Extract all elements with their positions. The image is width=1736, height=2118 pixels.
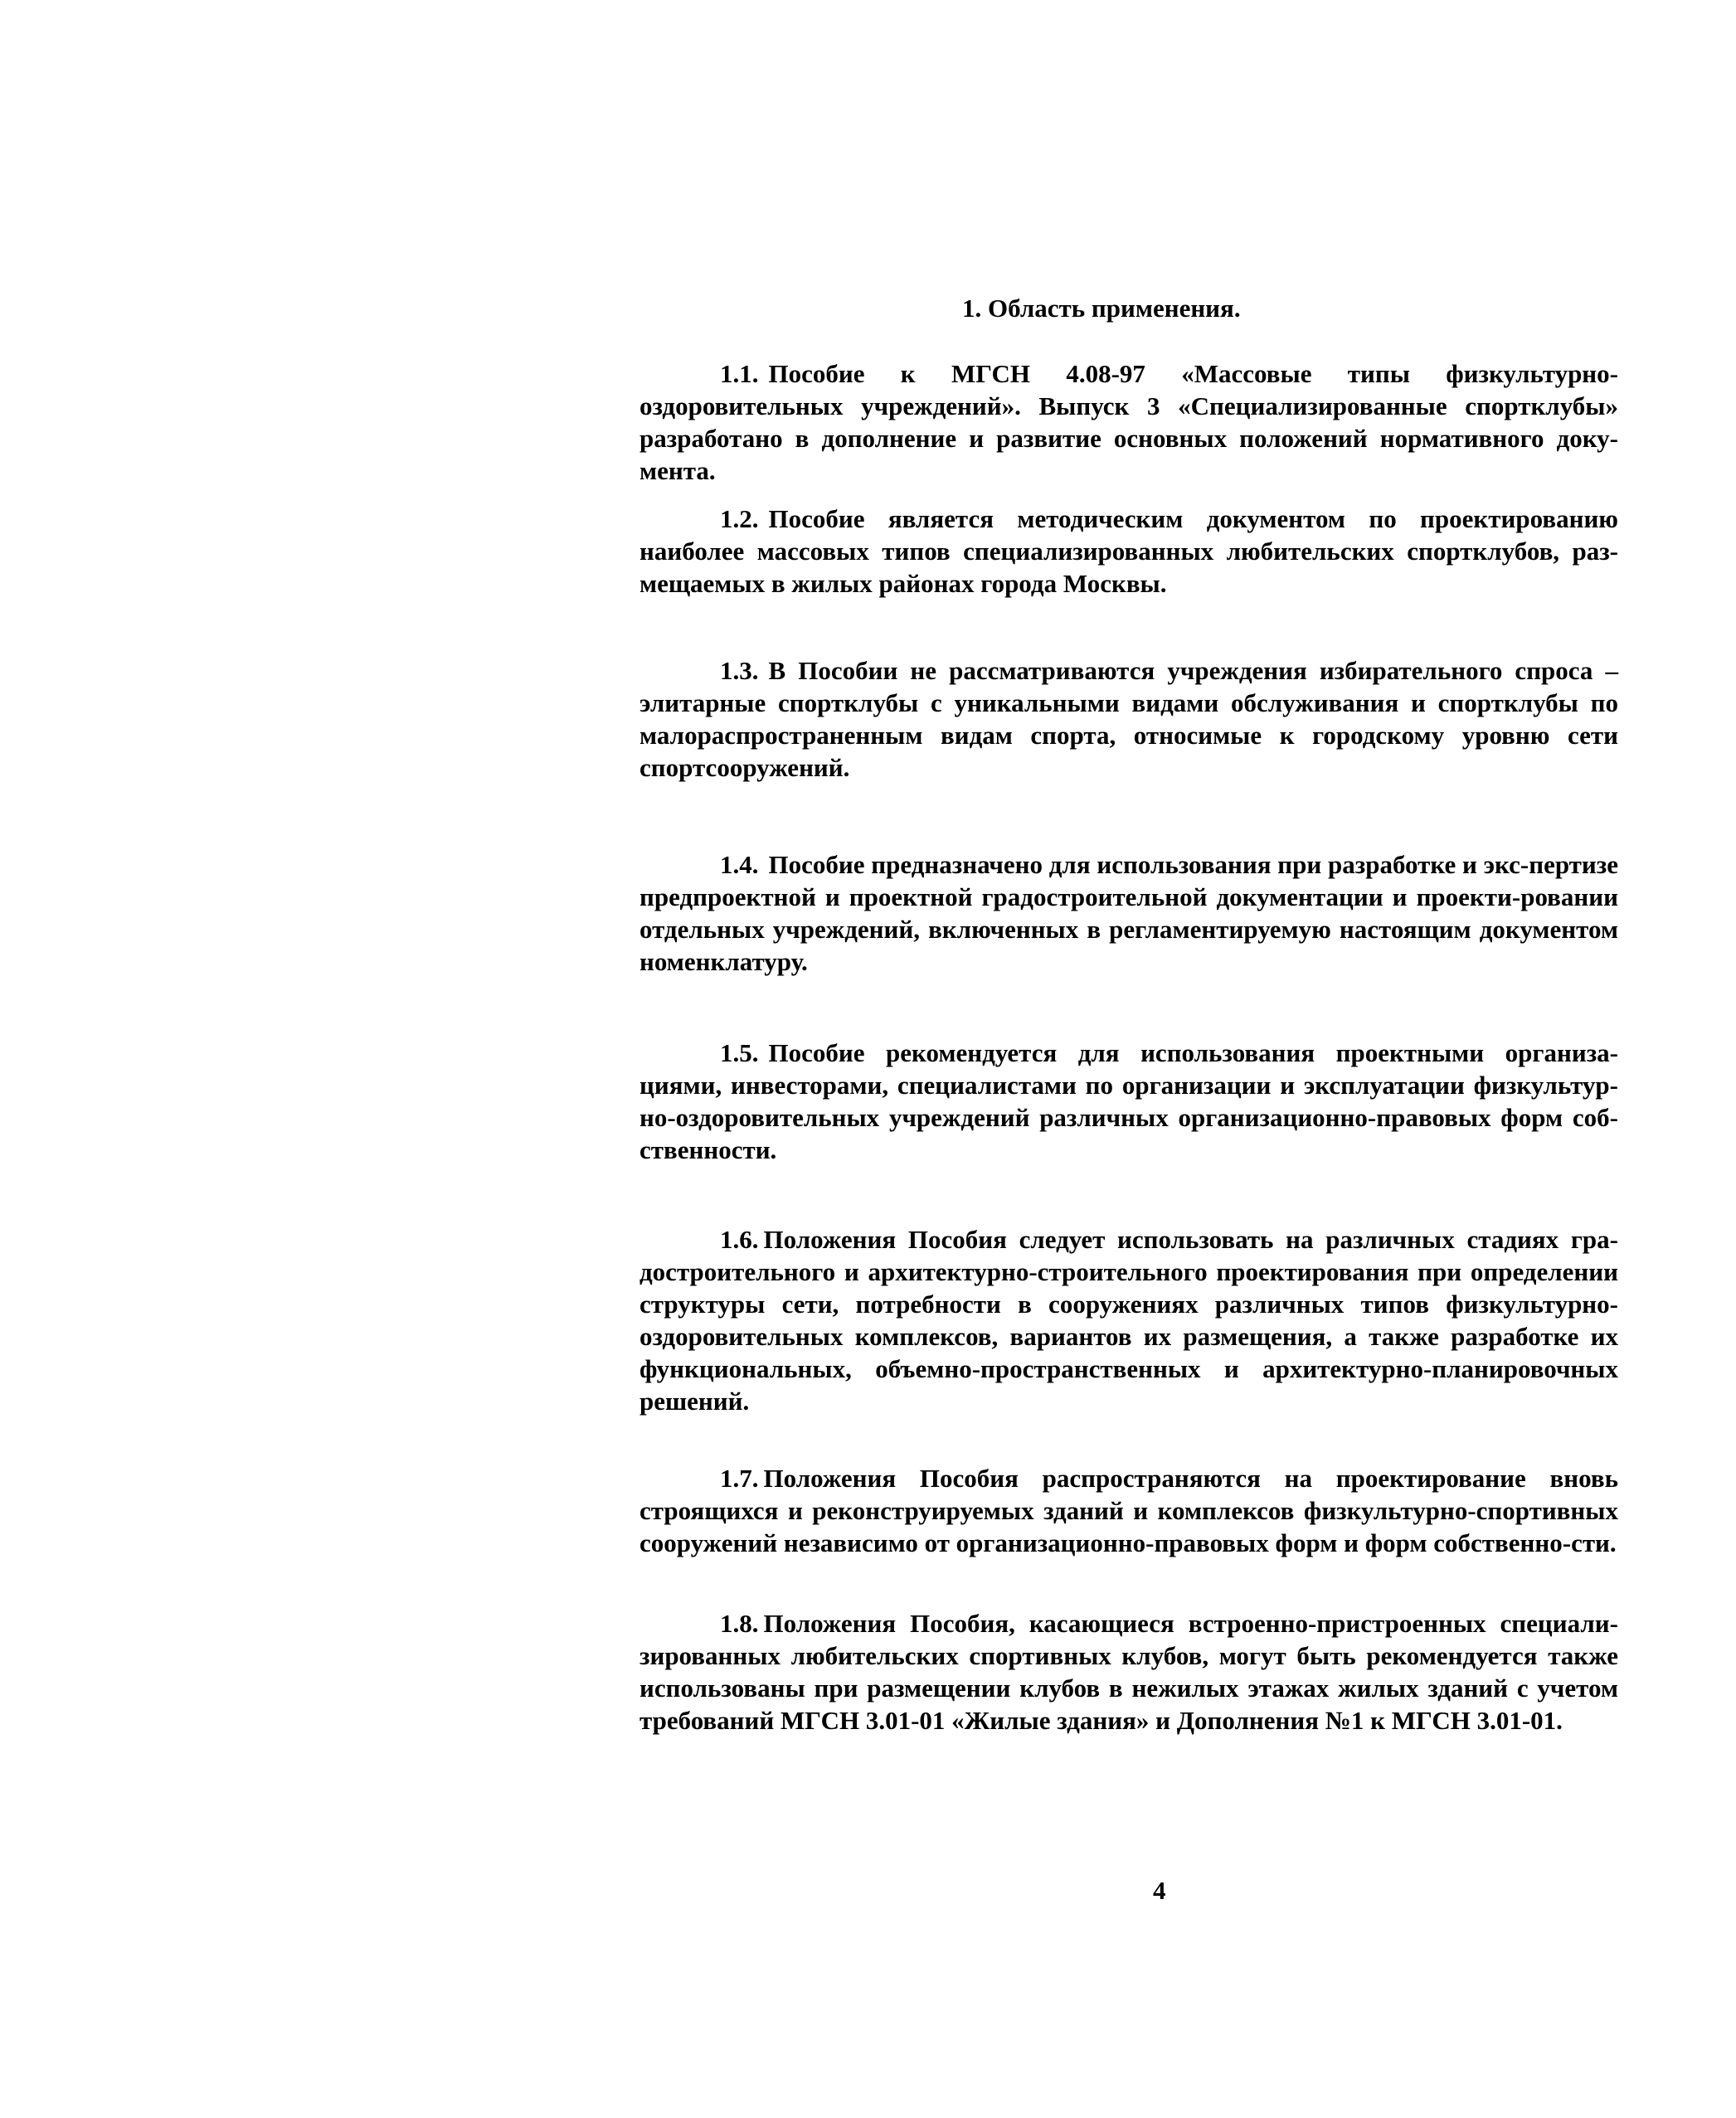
- paragraph-text: Положения Пособия следует использовать на различных стадиях гра-достроительного и архитектурно-строительного проектирования при определении структуры сети, потребности в сооружениях различных типов физкультурно-оздоровительных комплексов, вариантов их размещения, а также разработке их функциональных, объемно-пространственных и архитектурно-планировочных решений.: [639, 1225, 1618, 1416]
- paragraph-1-3: [639, 654, 1618, 784]
- paragraph-number: 1.8.: [720, 1609, 759, 1638]
- paragraph-number: 1.1.: [720, 359, 759, 388]
- paragraph-number: 1.5.: [720, 1038, 759, 1067]
- paragraph-1-8: [639, 1607, 1618, 1737]
- paragraph-1-6: [639, 1223, 1618, 1417]
- section-heading: 1. Область применения.: [962, 294, 1241, 323]
- page-number: 4: [1153, 1876, 1166, 1905]
- paragraph-1-2: [639, 503, 1618, 600]
- paragraph-number: 1.2.: [720, 504, 759, 533]
- paragraph-1-5: [639, 1037, 1618, 1166]
- paragraph-number: 1.6.: [720, 1225, 759, 1254]
- paragraph-1-1: [639, 357, 1618, 487]
- paragraph-text: Положения Пособия, касающиеся встроенно-пристроенных специали-зированных любительских спортивных клубов, могут быть рекомендуется также использованы при размещении клубов в нежилых этажах жилых зданий с учетом требований МГСН 3.01-01 «Жилые здания» и Дополнения №1 к МГСН 3.01-01.: [639, 1609, 1618, 1735]
- paragraph-number: 1.7.: [720, 1464, 759, 1493]
- paragraph-number: 1.3.: [720, 656, 759, 685]
- paragraph-text: Пособие предназначено для использования при разработке и экс-пертизе предпроектной и проектной градостроительной документации и проекти-ровании отдельных учреждений, включенных в регламентируемую настоящим документом номенклатуру.: [639, 850, 1618, 976]
- paragraph-1-7: [639, 1462, 1618, 1559]
- paragraph-number: 1.4.: [720, 850, 759, 879]
- paragraph-text: Пособие к МГСН 4.08-97 «Массовые типы физкультурно-оздоровительных учреждений». Выпуск 3 «Специализированные спортклубы» разработано в дополнение и развитие основных положений нормативного доку-мента.: [639, 359, 1618, 485]
- paragraph-text: Пособие рекомендуется для использования проектными организа-циями, инвесторами, специалистами по организации и эксплуатации физкультур-но-оздоровительных учреждений различных организационно-правовых форм соб-ственности.: [639, 1038, 1618, 1164]
- paragraph-text: Пособие является методическим документом по проектированию наиболее массовых типов специализированных любительских спортклубов, раз-мещаемых в жилых районах города Москвы.: [639, 504, 1618, 598]
- paragraph-1-4: [639, 848, 1618, 978]
- paragraph-text: Положения Пособия распространяются на проектирование вновь строящихся и реконструируемых зданий и комплексов физкультурно-спортивных сооружений независимо от организационно-правовых форм и форм собственно-сти.: [639, 1464, 1618, 1557]
- paragraph-text: В Пособии не рассматриваются учреждения избирательного спроса – элитарные спортклубы с уникальными видами обслуживания и спортклубы по малораспространенным видам спорта, относимые к городскому уровню сети спортсооружений.: [639, 656, 1618, 782]
